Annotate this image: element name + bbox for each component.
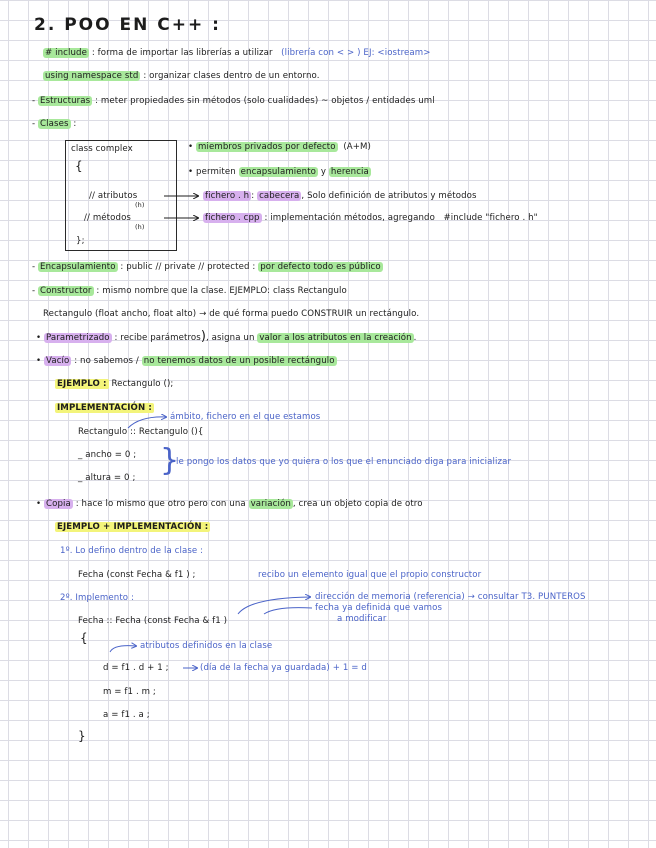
file-h-keyword: fichero . h [205, 191, 250, 201]
encapsulation-keyword: encapsulamiento [240, 167, 317, 177]
classes-heading [32, 118, 76, 130]
empty-example-code: Rectangulo (); [111, 379, 174, 389]
copy-label-wrap [55, 521, 210, 533]
param-ctor-line: • Parametrizado : recibe parámetros), asigna un valor a los atributos en la creación . [36, 329, 417, 344]
empty-ctor-line: • Vacío : no sabemos / no tenemos datos de un posible rectángulo [36, 356, 335, 366]
param-end: . [413, 333, 417, 343]
and-text: y [320, 167, 327, 177]
using-text: : organizar clases dentro de un entorno. [143, 71, 320, 81]
impl-code-2: _ ancho = 0 ; [78, 450, 137, 460]
code-line-attributes: // atributos [89, 191, 138, 201]
code-d-note: (día de la fecha ya guardada) + 1 = d [200, 663, 367, 673]
impl-code-1: Rectangulo :: Rectangulo (){ [78, 427, 204, 437]
structs-keyword: Estructuras [40, 96, 91, 106]
impl-side-note: le pongo los datos que yo quiera o los que el enunciado diga para inicializar [176, 457, 512, 467]
code-a: a = f1 . a ; [103, 710, 150, 720]
copy-ctor-line: • Copia : hace lo mismo que otro pero con una variación , crea un objeto copia de otro [36, 499, 423, 509]
using-keyword: using namespace std [45, 71, 139, 81]
page-title: 2. POO EN C++ : [34, 15, 221, 35]
inheritance-keyword: herencia [330, 167, 369, 177]
code-m: m = f1 . m ; [103, 687, 156, 697]
constructor-example [43, 308, 419, 320]
param-highlight: valor a los atributos en la creación [259, 333, 412, 343]
copy-keyword: Copia [46, 499, 71, 509]
empty-example [55, 378, 173, 390]
code-line-class: class complex [71, 144, 133, 154]
using-line [43, 70, 320, 82]
arrow-fecha-defined [264, 608, 312, 614]
private-note: (A+M) [343, 142, 372, 152]
arrow-attr [110, 646, 136, 652]
class-bullet-private: • miembros privados por defecto (A+M) [188, 142, 372, 152]
encap-prefix: - [32, 262, 36, 272]
structs-line [32, 95, 435, 107]
empty-text: : no sabemos / [74, 356, 139, 366]
step1-note: recibo un elemento igual que el propio constructor [258, 570, 482, 580]
structs-text: : meter propiedades sin métodos (solo cualidades) ~ objetos / entidades uml [95, 96, 435, 106]
ctor-keyword: Constructor [40, 286, 92, 296]
class-bullet-inherit: • permiten encapsulamiento y herencia [188, 167, 369, 177]
encap-text: : public // private // protected : [120, 262, 256, 272]
include-line [43, 47, 431, 59]
step2-note: dirección de memoria (referencia) → consultar T3. PUNTEROS [315, 592, 586, 602]
step1-code: Fecha (const Fecha & f1 ) ; [78, 570, 196, 580]
code-line-open-brace: { [75, 159, 83, 173]
step2-code: Fecha :: Fecha (const Fecha & f1 ) [78, 616, 228, 626]
step2-note-c: a modificar [337, 614, 387, 624]
param-text2: , asigna un [206, 333, 255, 343]
copy-highlight: variación [250, 499, 291, 509]
classes-suffix: : [73, 119, 77, 129]
ctor-prefix: - [32, 286, 36, 296]
empty-highlight: no tenemos datos de un posible rectángulo [143, 356, 335, 366]
ctor-example-text: → de qué forma puedo CONSTRUIR un rectángulo. [199, 309, 420, 319]
include-note: (librería con < > ) EJ: <iostream> [281, 48, 431, 58]
file-cpp-include: #include "fichero . h" [443, 213, 538, 223]
copy-text: : hace lo mismo que otro pero con una [75, 499, 246, 509]
empty-example-label: EJEMPLO : [57, 379, 107, 389]
structs-prefix: - [32, 96, 36, 106]
code-line-close: }; [76, 236, 85, 246]
constructor-line [32, 285, 347, 297]
classes-prefix: - [32, 119, 36, 129]
encap-keyword: Encapsulamiento [40, 262, 116, 272]
step2-open-brace: { [80, 631, 88, 645]
permits-text: permiten [196, 167, 236, 177]
code-d: d = f1 . d + 1 ; [103, 663, 169, 673]
include-text: : forma de importar las librerías a utilizar [91, 48, 273, 58]
step1-label: 1º. Lo defino dentro de la clase : [60, 546, 204, 556]
impl-code-3: _ altura = 0 ; [78, 473, 136, 483]
copy-label: EJEMPLO + IMPLEMENTACIÓN : [57, 522, 209, 532]
impl-scope-note: ámbito, fichero en el que estamos [170, 412, 321, 422]
classes-keyword: Clases [40, 119, 69, 129]
copy-text2: , crea un objeto copia de otro [292, 499, 423, 509]
code-line-methods-tag: (h) [135, 223, 145, 231]
file-cpp-line [203, 212, 538, 224]
file-cpp-text: : implementación métodos, agregando [264, 213, 435, 223]
file-h-line [203, 190, 477, 202]
param-keyword: Parametrizado [46, 333, 110, 343]
ctor-text: : mismo nombre que la clase. EJEMPLO: class Rectangulo [96, 286, 347, 296]
code-line-methods: // métodos [84, 213, 131, 223]
include-keyword: # include [45, 48, 87, 58]
impl-side-bracket: } [160, 443, 180, 478]
ctor-example-code: Rectangulo (float ancho, float alto) [43, 309, 197, 319]
private-keyword: miembros privados por defecto [198, 142, 336, 152]
step2-note-b: fecha ya definida que vamos [315, 603, 443, 613]
impl-label: IMPLEMENTACIÓN : [57, 403, 152, 413]
file-h-text: , Solo definición de atributos y métodos [301, 191, 477, 201]
encapsulation-line [32, 261, 383, 273]
code-line-attributes-tag: (h) [135, 201, 145, 209]
encap-default: por defecto todo es público [260, 262, 381, 272]
close-brace: } [78, 729, 86, 743]
file-cpp-keyword: fichero . cpp [205, 213, 260, 223]
impl-label-wrap [55, 402, 154, 414]
header-keyword: cabecera [259, 191, 300, 201]
param-text: : recibe parámetros [114, 333, 201, 343]
step2-attr-note: atributos definidos en la clase [140, 641, 273, 651]
empty-keyword: Vacío [46, 356, 70, 366]
step2-label: 2º. Implemento : [60, 593, 134, 603]
file-h-colon: : [251, 191, 255, 201]
arrow-reference [238, 597, 310, 614]
